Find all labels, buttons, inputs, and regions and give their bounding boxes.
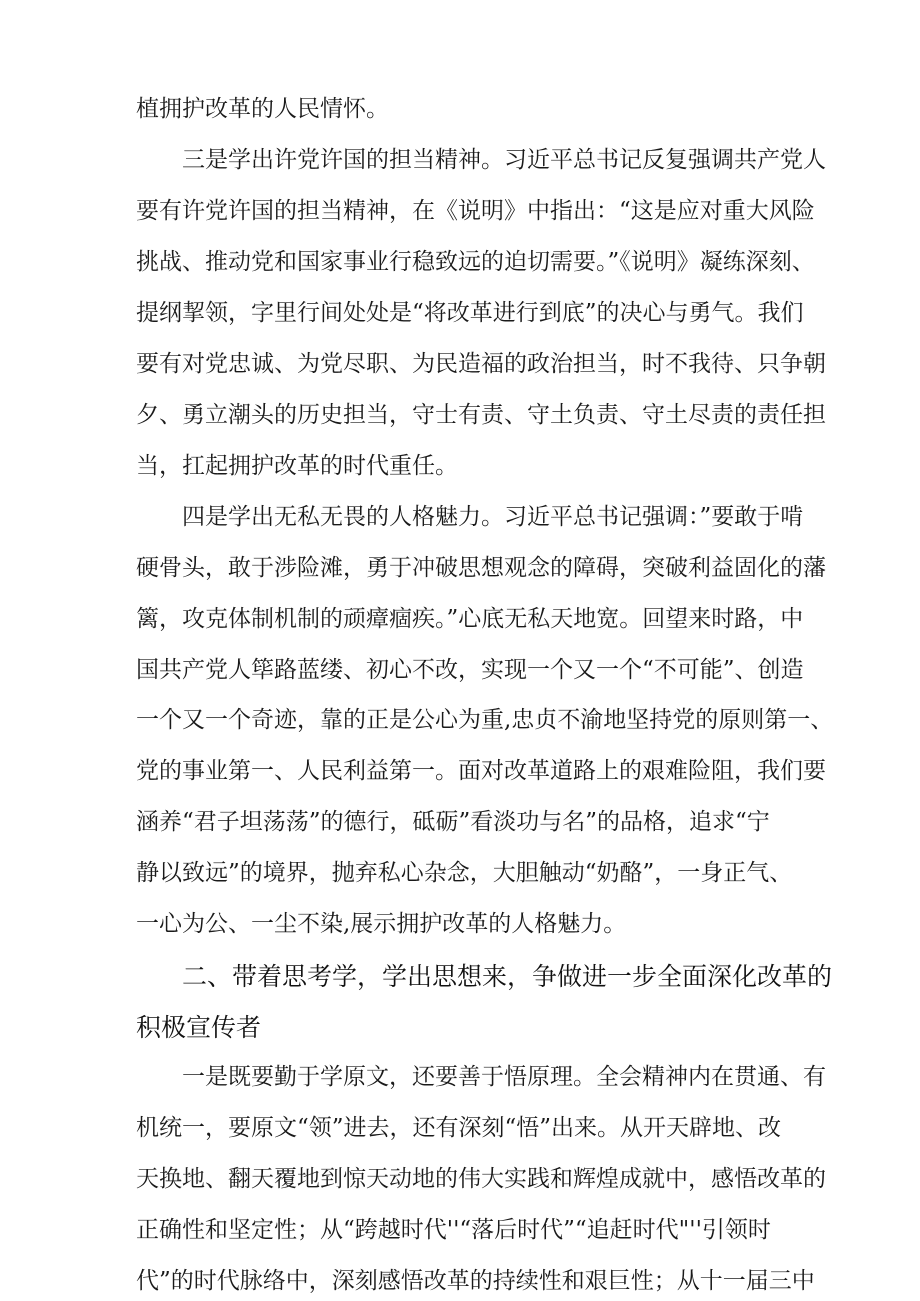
paragraph-3-line-1: 四是学出无私无畏的人格魅力。习近平总书记强调：”要敢于啃 — [182, 504, 804, 530]
section-heading-line-2: 积极宣传者 — [136, 1013, 262, 1042]
paragraph-4-line-5: 代”的时代脉络中，深刻感悟改革的持续性和艰巨性；从十一届三中 — [136, 1268, 815, 1294]
paragraph-3-line-7: 涵养“君子坦荡荡”的德行，砥砺”看淡功与名”的品格，追求“宁 — [136, 809, 770, 835]
paragraph-2-line-7: 当，扛起拥护改革的时代重任。 — [136, 453, 458, 479]
paragraph-4-line-4: 正确性和坚定性；从“跨越时代''“落后时代”“追赶时代"''引领时 — [136, 1217, 771, 1243]
section-heading-line-1: 二、带着思考学，学出思想来，争做进一步全面深化改革的 — [182, 962, 833, 991]
paragraph-3-line-9: 一心为公、一尘不染,展示拥护改革的人格魅力。 — [136, 911, 627, 937]
paragraph-3-line-3: 篱，攻克体制机制的顽瘴痼疾。”心底无私天地宽。回望来时路，中 — [136, 606, 804, 632]
paragraph-2-line-2: 要有许党许国的担当精神，在《说明》中指出：“这是应对重大风险 — [136, 198, 815, 224]
paragraph-2-line-6: 夕、勇立潮头的历史担当，守士有责、守土负责、守土尽责的责任担 — [136, 402, 826, 428]
paragraph-2-line-1: 三是学出许党许国的担当精神。习近平总书记反复强调共产党人 — [182, 147, 826, 173]
paragraph-3-line-5: 一个又一个奇迹，靠的正是公心为重,忠贞不渝地坚持党的原则第一、 — [136, 707, 834, 733]
paragraph-4-line-2: 机统一，要原文“领”进去，还有深刻“悟”出来。从开天辟地、改 — [136, 1115, 782, 1141]
paragraph-3-line-8: 静以致远”的境界，抛弃私心杂念，大胆触动“奶酪”，一身正气、 — [136, 860, 793, 886]
paragraph-2-line-3: 挑战、推动党和国家事业行稳致远的迫切需要。”《说明》凝练深刻、 — [136, 249, 815, 275]
paragraph-3-line-6: 党的事业第一、人民利益第一。面对改革道路上的艰难险阻，我们要 — [136, 758, 826, 784]
paragraph-4-line-3: 天换地、翻天覆地到惊天动地的伟大实践和辉煌成就中，感悟改革的 — [136, 1166, 826, 1192]
paragraph-3-line-4: 国共产党人筚路蓝缕、初心不改，实现一个又一个“不可能”、创造 — [136, 657, 804, 683]
paragraph-2-line-4: 提纲挈领，字里行间处处是“将改革进行到底”的决心与勇气。我们 — [136, 300, 804, 326]
paragraph-2-line-5: 要有对党忠诚、为党尽职、为民造福的政治担当，时不我待、只争朝 — [136, 351, 826, 377]
paragraph-4-line-1: 一是既要勤于学原文，还要善于悟原理。全会精神内在贯通、有 — [182, 1064, 826, 1090]
paragraph-1-line-1: 植拥护改革的人民情怀。 — [136, 96, 389, 122]
paragraph-3-line-2: 硬骨头，敢于涉险滩，勇于冲破思想观念的障碍，突破利益固化的藩 — [136, 555, 826, 581]
